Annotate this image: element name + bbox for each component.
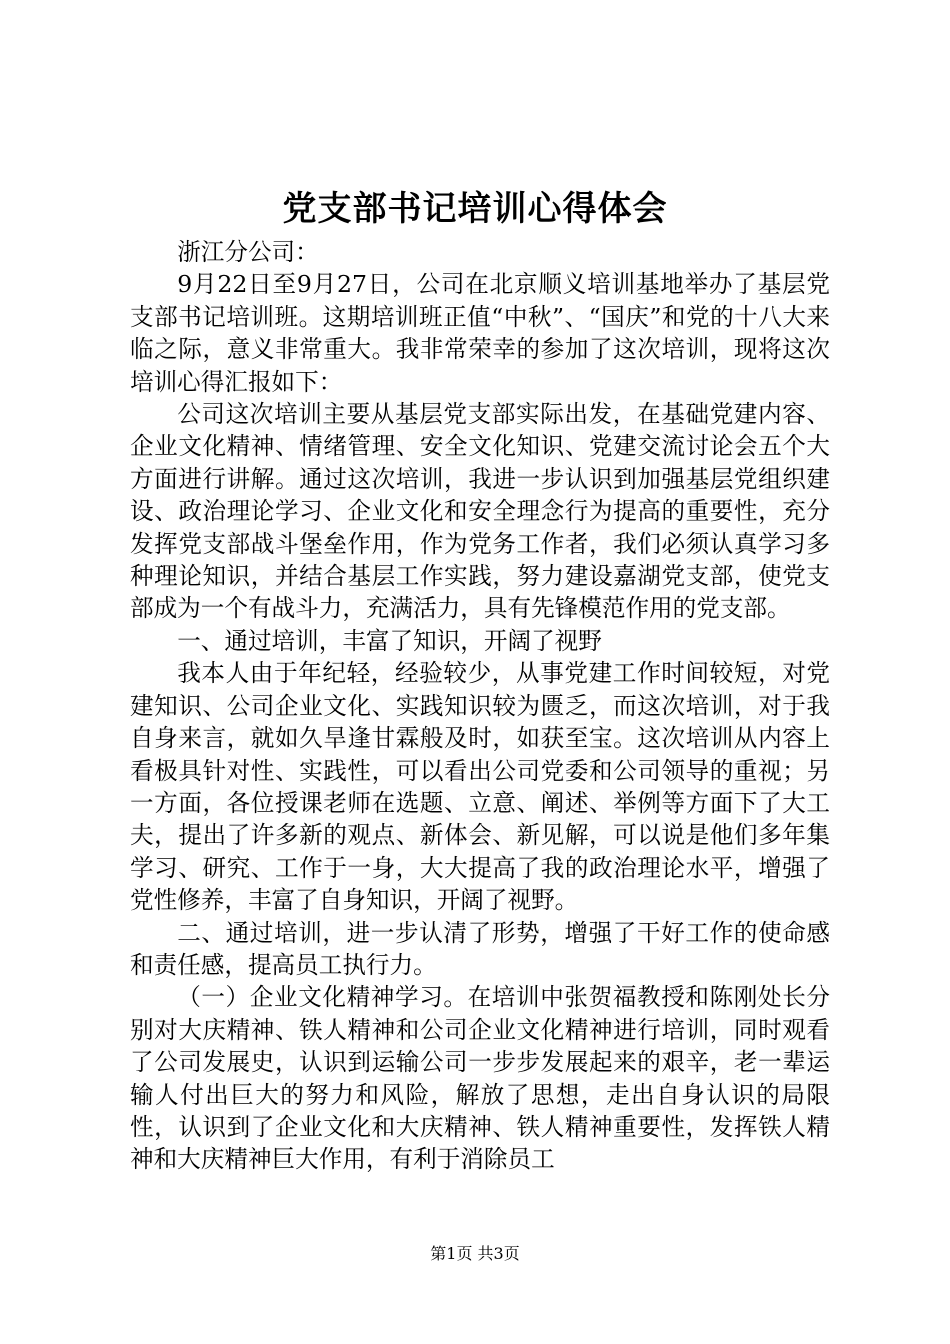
document-body <box>130 236 830 1176</box>
paragraph-section-1: 我本人由于年纪轻，经验较少，从事党建工作时间较短，对党建知识、公司企业文化、实践知识较为匮乏，而这次培训，对于我自身来言，就如久旱逢甘霖般及时，如获至宝。这次培训从内容上看极具针对性、实践性，可以看出公司党委和公司领导的重视；另一方面，各位授课老师在选题、立意、阐述、举例等方面下了大工夫，提出了许多新的观点、新体会、新见解，可以说是他们多年集学习、研究、工作于一身，大大提高了我的政治理论水平，增强了党性修养，丰富了自身知识，开阔了视野。 <box>130 659 830 915</box>
document-title: 党支部书记培训心得体会 <box>282 189 668 229</box>
section-heading-2: 二、通过培训，进一步认清了形势，增强了干好工作的使命感和责任感，提高员工执行力。 <box>130 918 830 979</box>
paragraph-subsection-1: （一）企业文化精神学习。在培训中张贺福教授和陈刚处长分别对大庆精神、铁人精神和公司企业文化精神进行培训，同时观看了公司发展史，认识到运输公司一步步发展起来的艰辛，老一辈运输人付出巨大的努力和风险，解放了思想，走出自身认识的局限性，认识到了企业文化和大庆精神、铁人精神重要性，发挥铁人精神和大庆精神巨大作用，有利于消除员工 <box>130 983 830 1174</box>
page-number-footer: 第1页 共3页 <box>430 1244 520 1263</box>
paragraph-overview: 公司这次培训主要从基层党支部实际出发，在基础党建内容、企业文化精神、情绪管理、安全文化知识、党建交流讨论会五个大方面进行讲解。通过这次培训，我进一步认识到加强基层党组织建设、政治理论学习、企业文化和安全理念行为提高的重要性，充分发挥党支部战斗堡垒作用，作为党务工作者，我们必须认真学习多种理论知识，并结合基层工作实践，努力建设嘉湖党支部，使党支部成为一个有战斗力，充满活力，具有先锋模范作用的党支部。 <box>130 400 830 623</box>
paragraph-intro: 9月22日至9月27日，公司在北京顺义培训基地举办了基层党支部书记培训班。这期培训班正值“中秋”、“国庆”和党的十八大来临之际，意义非常重大。我非常荣幸的参加了这次培训，现将这次培训心得汇报如下： <box>130 270 830 396</box>
paragraph-salutation: 浙江分公司： <box>177 238 319 266</box>
section-heading-1: 一、通过培训，丰富了知识，开阔了视野 <box>177 626 602 655</box>
